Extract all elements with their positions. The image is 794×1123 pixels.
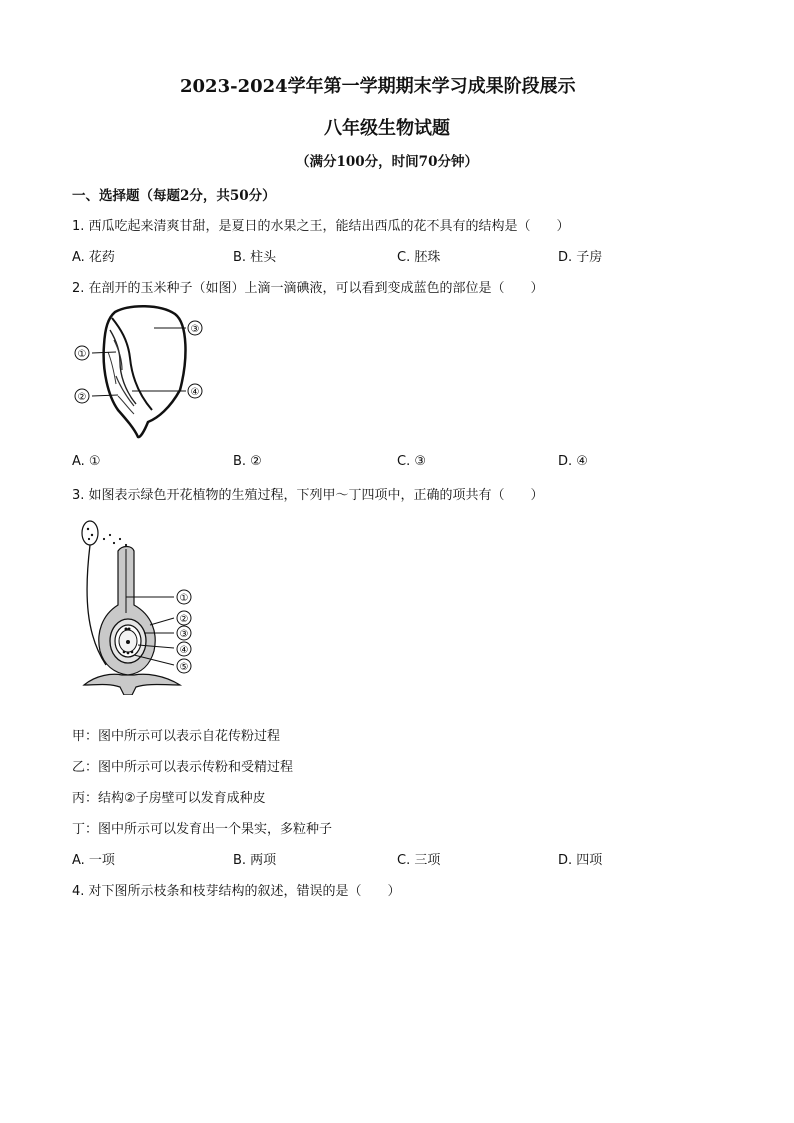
flower-label-3 — [177, 626, 191, 640]
seed-label-2 — [75, 389, 89, 403]
question-3-statement-1: 甲：图中所示可以表示自花传粉过程 — [72, 729, 281, 744]
question-4-stem: 4. 对下图所示枝条和枝芽结构的叙述，错误的是（ ） — [72, 884, 401, 899]
question-1-option-c: C. 胚珠 — [397, 250, 441, 265]
seed-label-3 — [188, 321, 202, 335]
corn-seed-figure — [70, 300, 220, 445]
question-1-option-d: D. 子房 — [558, 250, 603, 265]
question-2-option-a: A. ① — [72, 454, 101, 469]
svg-text:④: ④ — [179, 645, 189, 656]
flower-label-1 — [177, 590, 191, 604]
question-1-option-a: A. 花药 — [72, 250, 115, 265]
svg-text:①: ① — [179, 593, 189, 604]
seed-label-1 — [75, 346, 89, 360]
question-3-option-b: B. 两项 — [233, 853, 277, 868]
question-3-option-d: D. 四项 — [558, 853, 603, 868]
question-2-stem: 2. 在剖开的玉米种子（如图）上滴一滴碘液，可以看到变成蓝色的部位是（ ） — [72, 281, 544, 296]
question-3-option-c: C. 三项 — [397, 853, 441, 868]
svg-text:②: ② — [179, 614, 189, 625]
question-1-option-b: B. 柱头 — [233, 250, 277, 265]
svg-text:②: ② — [77, 392, 87, 403]
question-3-statement-2: 乙：图中所示可以表示传粉和受精过程 — [72, 760, 294, 775]
flower-pistil-figure — [76, 515, 216, 695]
exam-subject: 八年级生物试题 — [324, 118, 450, 139]
question-3-option-a: A. 一项 — [72, 853, 115, 868]
svg-text:①: ① — [77, 349, 87, 360]
flower-label-2 — [177, 611, 191, 625]
svg-text:③: ③ — [190, 324, 200, 335]
question-3-statement-3: 丙：结构②子房壁可以发育成种皮 — [72, 791, 266, 806]
section-heading: 一、选择题（每题2分，共50分） — [72, 188, 276, 204]
question-3-stem: 3. 如图表示绿色开花植物的生殖过程，下列甲～丁四项中，正确的项共有（ ） — [72, 488, 544, 503]
question-1-stem: 1. 西瓜吃起来清爽甘甜，是夏日的水果之王，能结出西瓜的花不具有的结构是（ ） — [72, 219, 570, 234]
svg-text:④: ④ — [190, 387, 200, 398]
seed-label-4 — [188, 384, 202, 398]
svg-text:③: ③ — [179, 629, 189, 640]
flower-label-4 — [177, 642, 191, 656]
question-2-option-b: B. ② — [233, 454, 262, 469]
flower-label-5 — [177, 659, 191, 673]
page-title: 2023-2024学年第一学期期末学习成果阶段展示 — [180, 76, 576, 97]
exam-info: （满分100分，时间70分钟） — [296, 154, 478, 170]
question-2-option-c: C. ③ — [397, 454, 426, 469]
question-2-option-d: D. ④ — [558, 454, 588, 469]
question-3-statement-4: 丁：图中所示可以发育出一个果实，多粒种子 — [72, 822, 333, 837]
svg-text:⑤: ⑤ — [179, 662, 189, 673]
